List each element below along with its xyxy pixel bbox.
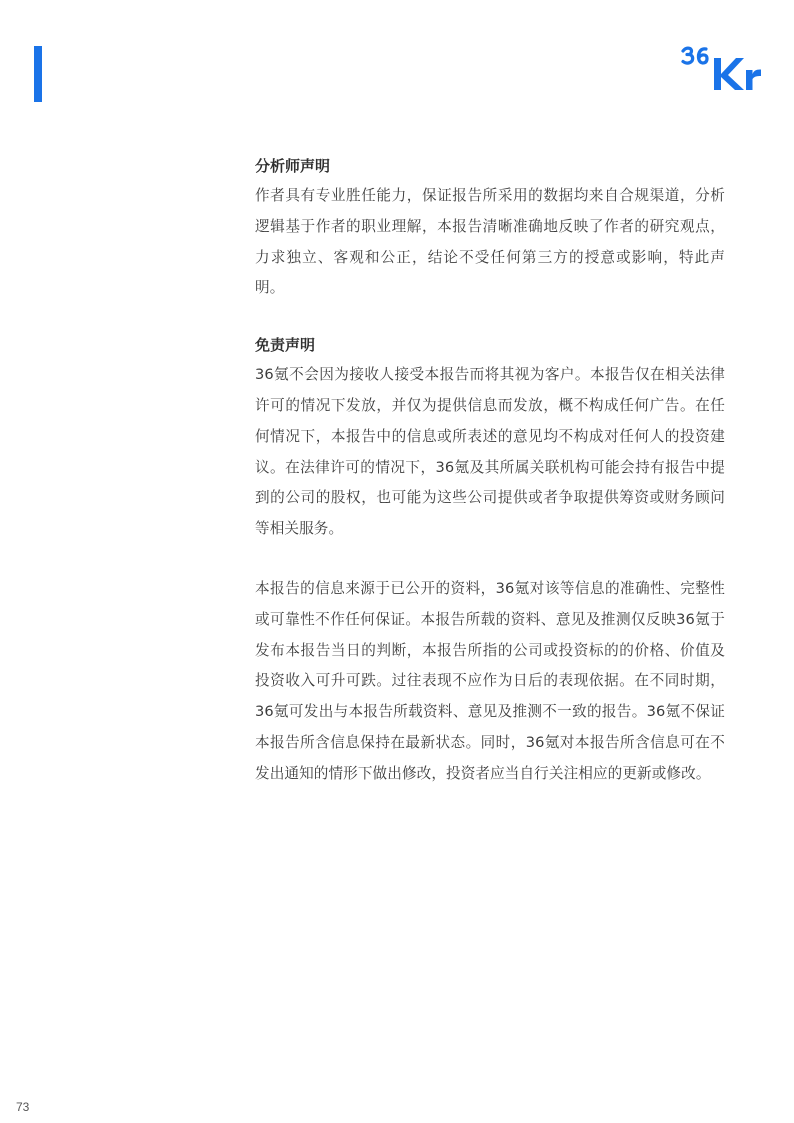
disclaimer-text: 36氪不会因为接收人接受本报告而将其视为客户。本报告仅在相关法律许可的情况下发放，并仅为提供信息而发放，概不构成任何广告。在任何情况下，本报告中的信息或所表述的意见均不构成对任何人的投资建议。在法律许可的情况下，36氪及其所属关联机构可能会持有报告中提到的公司的股权，也可能为这些公司提供或者争取提供筹资或财务顾问等相关服务。 <box>255 366 725 538</box>
disclaimer-title: 免责声明 <box>255 336 316 355</box>
36kr-logo <box>680 44 766 94</box>
accent-bar <box>34 46 42 102</box>
analyst-statement-text: 作者具有专业胜任能力，保证报告所采用的数据均来自合规渠道，分析逻辑基于作者的职业理解，本报告清晰准确地反映了作者的研究观点，力求独立、客观和公正，结论不受任何第三方的授意或影响，特此声明。 <box>255 187 725 297</box>
analyst-statement-title: 分析师声明 <box>255 157 331 175</box>
page-number: 73 <box>16 1100 30 1114</box>
statement-content <box>255 152 725 790</box>
disclaimer-text-2: 本报告的信息来源于已公开的资料，36氪对该等信息的准确性、完整性或可靠性不作任何保证。本报告所载的资料、意见及推测仅反映36氪于发布本报告当日的判断，本报告所指的公司或投资标的的价格、价值及投资收入可升可跌。过往表现不应作为日后的表现依据。在不同时期，36氪可发出与本报告所载资料、意见及推测不一致的报告。36氪不保证本报告所含信息保持在最新状态。同时，36氪对本报告所含信息可在不发出通知的情形下做出修改，投资者应当自行关注相应的更新或修改。 <box>255 579 725 782</box>
